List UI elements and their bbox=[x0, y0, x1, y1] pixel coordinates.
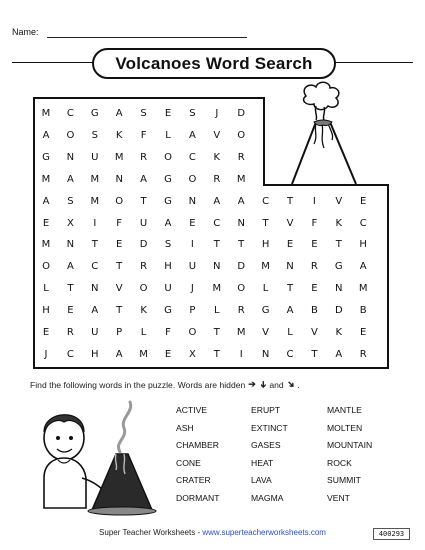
grid-letter: R bbox=[66, 327, 74, 338]
grid-letter: U bbox=[164, 283, 172, 295]
word-list-item: CRATER bbox=[176, 475, 211, 486]
grid-letter: I bbox=[93, 217, 97, 229]
name-label: Name: bbox=[12, 27, 39, 37]
grid-letter: A bbox=[335, 348, 343, 360]
grid-letter: A bbox=[359, 261, 367, 273]
footer-url-link[interactable]: www.superteacherworksheets.com bbox=[202, 528, 326, 537]
grid-letter: C bbox=[66, 348, 74, 360]
grid-letter: S bbox=[91, 129, 98, 141]
grid-letter: M bbox=[139, 348, 148, 360]
grid-letter: N bbox=[335, 283, 343, 295]
grid-letter: N bbox=[213, 261, 221, 273]
footer-brand: Super Teacher Worksheets bbox=[99, 528, 196, 537]
grid-letter: A bbox=[66, 173, 74, 185]
word-list-item: MOLTEN bbox=[327, 422, 363, 433]
grid-letter: P bbox=[189, 305, 196, 317]
arrow-down-icon: ➔ bbox=[258, 380, 269, 389]
grid-letter: G bbox=[164, 305, 172, 317]
grid-letter: M bbox=[41, 239, 51, 251]
grid-letter: G bbox=[164, 173, 172, 185]
grid-letter: M bbox=[41, 108, 51, 119]
grid-letter: E bbox=[164, 108, 172, 119]
word-list-item: HEAT bbox=[251, 457, 274, 468]
grid-letter: N bbox=[66, 239, 75, 251]
grid-letter: L bbox=[165, 129, 171, 141]
grid-letter: M bbox=[236, 173, 246, 185]
word-list-item: SUMMIT bbox=[327, 475, 361, 486]
grid-letter: G bbox=[334, 261, 343, 273]
arrow-diagonal-icon: ➔ bbox=[284, 377, 298, 391]
grid-letter: R bbox=[140, 261, 148, 273]
grid-letter: T bbox=[262, 217, 269, 229]
grid-letter: F bbox=[311, 217, 318, 229]
grid-letter: J bbox=[44, 348, 48, 360]
grid-letter: N bbox=[286, 261, 294, 273]
grid-letter: E bbox=[189, 217, 196, 229]
grid-letter: E bbox=[311, 283, 318, 295]
word-list-item: MAGMA bbox=[251, 493, 284, 503]
grid-letter: M bbox=[114, 151, 124, 163]
word-list-item: VENT bbox=[327, 493, 350, 503]
grid-letter: A bbox=[213, 195, 221, 207]
grid-letter: D bbox=[237, 261, 246, 273]
grid-letter: C bbox=[213, 217, 221, 229]
grid-letter: V bbox=[310, 327, 318, 338]
grid-letter: N bbox=[237, 217, 245, 229]
grid-letter: J bbox=[190, 283, 194, 295]
grid-letter: O bbox=[139, 283, 148, 295]
grid-letter: N bbox=[91, 283, 99, 295]
grid-letter: G bbox=[42, 151, 50, 163]
instructions-period: . bbox=[297, 379, 300, 390]
grid-letter: A bbox=[140, 173, 148, 185]
grid-letter: A bbox=[164, 217, 172, 229]
grid-letter: U bbox=[91, 151, 99, 163]
grid-letter: E bbox=[286, 239, 294, 251]
grid-letter: N bbox=[188, 195, 197, 207]
grid-letter: M bbox=[236, 327, 246, 338]
grid-letter: M bbox=[41, 173, 51, 185]
footer-separator: - bbox=[195, 528, 203, 537]
grid-letter: O bbox=[188, 327, 197, 338]
grid-letter: N bbox=[66, 151, 75, 163]
grid-letter: R bbox=[359, 348, 367, 360]
grid-letter: O bbox=[164, 151, 172, 163]
grid-letter: K bbox=[335, 217, 343, 229]
grid-letter: I bbox=[239, 348, 243, 360]
grid-letter: T bbox=[116, 305, 123, 317]
word-list-item: DORMANT bbox=[176, 493, 220, 503]
grid-letter: F bbox=[140, 129, 147, 141]
grid-letter: A bbox=[66, 261, 74, 273]
grid-letter: E bbox=[360, 327, 367, 338]
page-title: Volcanoes Word Search bbox=[92, 48, 336, 79]
grid-letter: F bbox=[165, 327, 171, 338]
word-list-item: MANTLE bbox=[327, 405, 362, 415]
grid-letter: X bbox=[66, 217, 74, 229]
grid-letter: T bbox=[238, 239, 245, 251]
grid-letter: L bbox=[140, 327, 147, 338]
grid-letter: T bbox=[213, 239, 220, 251]
grid-letter: O bbox=[66, 129, 75, 141]
footer bbox=[0, 528, 425, 537]
grid-letter: U bbox=[188, 261, 197, 273]
grid-letter: I bbox=[190, 239, 194, 251]
grid-letter: N bbox=[115, 173, 123, 185]
grid-letter: M bbox=[358, 283, 368, 295]
grid-letter: V bbox=[335, 195, 343, 207]
grid-letter: G bbox=[261, 305, 270, 317]
grid-letter: M bbox=[90, 173, 100, 185]
grid-letter: E bbox=[360, 195, 367, 207]
grid-letter: O bbox=[237, 129, 246, 141]
instructions bbox=[30, 379, 300, 390]
grid-letter: P bbox=[116, 327, 123, 338]
grid-letter: E bbox=[42, 327, 50, 338]
grid-letter: J bbox=[215, 108, 219, 119]
grid-letter: D bbox=[139, 239, 148, 251]
grid-letter: H bbox=[261, 239, 270, 251]
grid-letter: O bbox=[188, 173, 197, 185]
grid-letter: T bbox=[67, 283, 74, 295]
word-list-item: ACTIVE bbox=[176, 405, 208, 415]
grid-letter: E bbox=[116, 239, 123, 251]
grid-letter: T bbox=[213, 348, 220, 360]
volcano-icon bbox=[286, 80, 376, 190]
grid-letter: T bbox=[213, 327, 220, 338]
grid-letter: M bbox=[261, 261, 270, 273]
instructions-and: and bbox=[269, 379, 284, 390]
instructions-text: Find the following words in the puzzle. Words are hidden bbox=[30, 379, 246, 390]
grid-letter: K bbox=[213, 151, 221, 163]
grid-letter: X bbox=[188, 348, 196, 360]
grid-letter: O bbox=[237, 283, 246, 295]
grid-letter: T bbox=[286, 195, 294, 207]
grid-letter: T bbox=[286, 283, 294, 295]
word-list-item: CHAMBER bbox=[176, 440, 219, 451]
grid-letter: A bbox=[91, 305, 99, 317]
grid-letter: C bbox=[66, 108, 74, 119]
grid-letter: V bbox=[213, 129, 221, 141]
grid-letter: L bbox=[262, 283, 269, 295]
grid-letter: S bbox=[164, 239, 172, 251]
grid-letter: H bbox=[164, 261, 172, 273]
grid-letter: F bbox=[116, 217, 123, 229]
grid-letter: H bbox=[42, 305, 50, 317]
grid-letter: V bbox=[286, 217, 294, 229]
grid-letter: D bbox=[334, 305, 343, 317]
grid-letter: A bbox=[42, 195, 50, 207]
grid-letter: R bbox=[237, 305, 245, 317]
grid-letter: G bbox=[164, 195, 172, 207]
grid-letter: S bbox=[67, 195, 74, 207]
grid-letter: V bbox=[262, 327, 270, 338]
grid-letter: T bbox=[91, 239, 98, 251]
word-list-item: ASH bbox=[176, 422, 194, 433]
grid-letter: S bbox=[189, 108, 196, 119]
grid-letter: H bbox=[91, 348, 99, 360]
grid-letter: A bbox=[286, 305, 294, 317]
grid-letter: R bbox=[237, 151, 245, 163]
grid-letter: U bbox=[91, 327, 99, 338]
word-list-item: CONE bbox=[176, 457, 201, 468]
grid-letter: L bbox=[287, 327, 293, 338]
grid-letter: C bbox=[188, 151, 196, 163]
grid-letter: D bbox=[237, 108, 246, 119]
grid-letter: U bbox=[139, 217, 148, 229]
grid-letter: T bbox=[335, 239, 342, 251]
grid-letter: B bbox=[359, 305, 367, 317]
grid-letter: E bbox=[311, 239, 318, 251]
grid-letter: L bbox=[43, 283, 49, 295]
grid-letter: R bbox=[213, 173, 221, 185]
grid-letter: G bbox=[90, 108, 99, 119]
grid-letter: A bbox=[188, 129, 196, 141]
grid-letter: M bbox=[212, 283, 222, 295]
grid-letter: T bbox=[140, 195, 147, 207]
grid-letter: A bbox=[237, 195, 245, 207]
grid-letter: K bbox=[140, 305, 147, 317]
grid-letter: R bbox=[310, 261, 318, 273]
grid-letter: M bbox=[90, 195, 100, 207]
grid-letter: K bbox=[335, 327, 343, 338]
grid-letter: O bbox=[42, 261, 50, 273]
grid-letter: C bbox=[359, 217, 367, 229]
grid-letter: R bbox=[140, 151, 148, 163]
word-list-item: ROCK bbox=[327, 457, 352, 468]
grid-letter: N bbox=[261, 348, 270, 360]
word-list-item: GASES bbox=[251, 440, 281, 451]
grid-letter: E bbox=[42, 217, 50, 229]
grid-letter: T bbox=[116, 261, 123, 273]
grid-letter: E bbox=[164, 348, 172, 360]
grid-letter: A bbox=[115, 108, 123, 119]
word-list-item: ERUPT bbox=[251, 405, 281, 415]
grid-letter: K bbox=[115, 129, 123, 141]
grid-letter: S bbox=[140, 108, 147, 119]
grid-letter: B bbox=[310, 305, 318, 317]
grid-letter: C bbox=[286, 348, 294, 360]
arrow-right-icon: ➔ bbox=[248, 379, 256, 389]
grid-letter: L bbox=[214, 305, 220, 317]
word-list-item: LAVA bbox=[251, 475, 272, 486]
kid-with-volcano-icon bbox=[30, 398, 160, 518]
grid-letter: O bbox=[115, 195, 124, 207]
grid-letter: A bbox=[42, 129, 50, 141]
grid-letter: A bbox=[115, 348, 123, 360]
grid-letter: E bbox=[67, 305, 74, 317]
grid-letter: C bbox=[91, 261, 99, 273]
grid-letter: C bbox=[262, 195, 270, 207]
grid-letter: H bbox=[359, 239, 367, 251]
word-list-item: MOUNTAIN bbox=[327, 440, 373, 451]
grid-letter: I bbox=[312, 195, 316, 207]
grid-letter: V bbox=[115, 283, 123, 295]
worksheet-code: 400293 bbox=[373, 528, 410, 540]
grid-letter: T bbox=[311, 348, 318, 360]
word-list-item: EXTINCT bbox=[251, 422, 288, 433]
